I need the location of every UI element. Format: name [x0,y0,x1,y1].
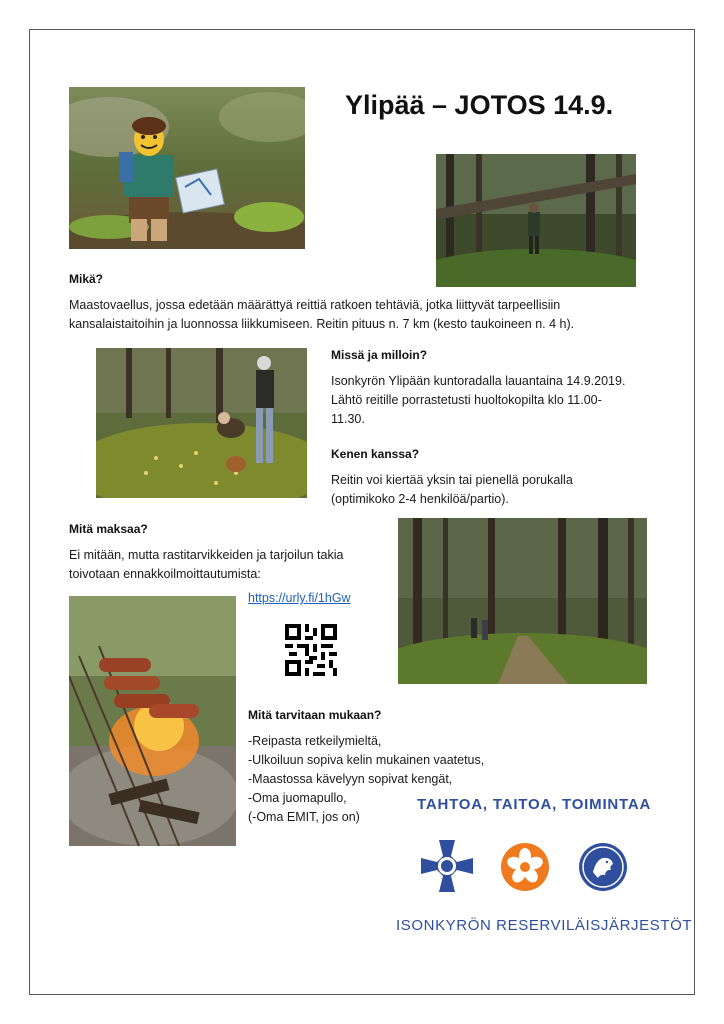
forest-path-photo [398,518,647,684]
orienteering-photo [96,348,307,498]
what-text [69,296,669,334]
reserve-cross-logo-icon [421,840,473,892]
what-line: kansalaistaitoihin ja luonnossa liikkumiseen. Reitin pituus n. 7 km (kesto taukoineen n. 4 h). [69,317,575,331]
organization-name: ISONKYRÖN RESERVILÄISJÄRJESTÖT [396,917,693,934]
cost-heading: Mitä maksaa? [69,522,148,536]
with-whom-line: (optimikoko 2-4 henkilöä/partio). [331,492,509,506]
with-whom-line: Reitin voi kiertää yksin tai pienellä porukalla [331,473,573,487]
bring-heading: Mitä tarvitaan mukaan? [248,708,382,722]
where-when-line: Isonkyrön Ylipään kuntoradalla lauantaina 14.9.2019. [331,374,626,388]
bring-item: (-Oma EMIT, jos on) [248,810,360,824]
cost-line: Ei mitään, mutta rastitarvikkeiden ja tarjoilun takia [69,548,344,562]
where-when-line: Lähtö reitille porrastetusti huoltokopilta klo 11.00- [331,393,602,407]
qr-code-icon[interactable] [285,624,337,676]
registration-link[interactable]: https://urly.fi/1hGw [248,591,351,605]
bring-item: -Reipasta retkeilymieltä, [248,734,382,748]
cost-text [69,546,389,584]
where-when-text [331,372,671,429]
motto-text: TAHTOA, TAITOA, TOIMINTAA [417,796,652,813]
what-line: Maastovaellus, jossa edetään määrättyä reittiä ratkoen tehtäviä, jotka liittyvät tarpeellisiin [69,298,561,312]
with-whom-text [331,471,671,509]
what-heading: Mikä? [69,272,104,286]
lion-crest-logo-icon [578,842,628,892]
with-whom-heading: Kenen kanssa? [331,447,420,461]
cost-line: toivotaan ennakkoilmoittautumista: [69,567,261,581]
orange-flower-logo-icon [500,842,550,892]
bring-item: -Ulkoiluun sopiva kelin mukainen vaatetus, [248,753,485,767]
bring-item: -Oma juomapullo, [248,791,347,805]
lego-hiker-photo [69,87,305,249]
bring-item: -Maastossa kävelyyn sopivat kengät, [248,772,453,786]
campfire-sausage-photo [69,596,236,846]
forest-hiker-photo [436,154,636,287]
page-title: Ylipää – JOTOS 14.9. [345,90,614,120]
where-when-line: 11.30. [331,412,365,426]
where-when-heading: Missä ja milloin? [331,348,428,362]
